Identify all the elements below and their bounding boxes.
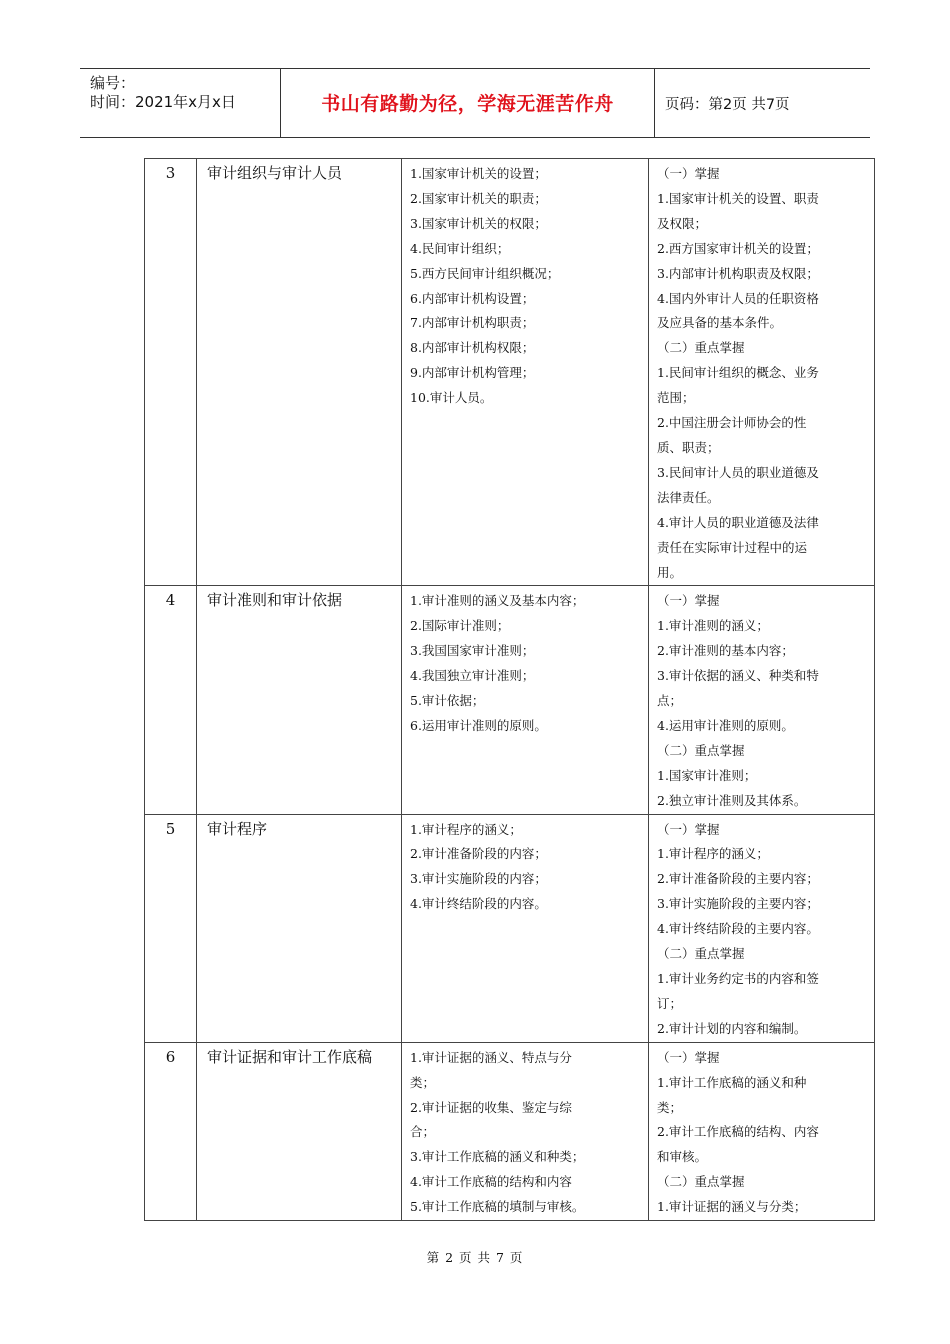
content-item: 2.审计准备阶段的内容； <box>410 846 547 862</box>
page-header <box>80 68 870 138</box>
header-page-cell <box>655 69 870 137</box>
requirement-item: （一）掌握 <box>657 166 720 181</box>
row-number: 5 <box>145 814 197 1042</box>
content-item: 7.内部审计机构职责； <box>410 315 535 331</box>
content-items-cell <box>402 159 649 586</box>
row-number: 4 <box>145 586 197 814</box>
requirement-item: 1.审计业务约定书的内容和签 <box>657 971 819 986</box>
content-item: 1.审计准则的涵义及基本内容； <box>410 593 585 609</box>
requirement-item: 和审核。 <box>657 1149 708 1165</box>
chapter-title: 审计组织与审计人员 <box>197 159 402 586</box>
requirements-cell <box>649 814 875 1042</box>
requirement-item: 2.审计准备阶段的主要内容； <box>657 871 819 887</box>
page-code-text: 页码：第2页 共7页 <box>665 97 790 113</box>
content-item: 6.运用审计准则的原则。 <box>410 717 547 733</box>
requirement-item: 2.独立审计准则及其体系。 <box>657 792 807 808</box>
requirement-item: 1.国家审计机关的设置、职责 <box>657 190 819 206</box>
requirement-item: 1.审计工作底稿的涵义和种 <box>657 1074 807 1090</box>
requirement-item: 2.审计计划的内容和编制。 <box>657 1020 807 1036</box>
table-row <box>145 586 875 814</box>
requirement-item: 责任在实际审计过程中的运 <box>657 539 808 555</box>
requirement-item: 质、职责； <box>657 439 720 455</box>
content-item: 2.国际审计准则； <box>410 618 510 634</box>
table-row <box>145 814 875 1042</box>
requirement-item: （一）掌握 <box>657 1049 720 1065</box>
row-number: 3 <box>145 159 197 586</box>
requirement-item: 2.审计工作底稿的结构、内容 <box>657 1124 819 1140</box>
content-item: 8.内部审计机构权限； <box>410 340 535 356</box>
content-item: 6.内部审计机构设置； <box>410 290 535 306</box>
content-item: 10.审计人员。 <box>410 390 493 406</box>
requirement-item: 3.民间审计人员的职业道德及 <box>657 464 819 480</box>
requirement-item: 1.审计准则的涵义； <box>657 618 769 634</box>
requirement-item: 及权限； <box>657 215 708 231</box>
requirement-item: 2.中国注册会计师协会的性 <box>657 415 807 431</box>
requirement-item: 1.审计程序的涵义； <box>657 846 769 862</box>
chapter-title: 审计准则和审计依据 <box>197 586 402 814</box>
requirements-cell <box>649 586 875 814</box>
row-number: 6 <box>145 1042 197 1220</box>
requirement-item: 法律责任。 <box>657 489 720 505</box>
document-date-label: 时间：2021年x月x日 <box>90 93 236 111</box>
content-item: 3.国家审计机关的权限； <box>410 215 547 231</box>
requirement-item: 3.审计依据的涵义、种类和特 <box>657 668 819 684</box>
requirement-item: 用。 <box>657 564 683 580</box>
chapter-title: 审计证据和审计工作底稿 <box>197 1042 402 1220</box>
requirement-item: 1.国家审计准则； <box>657 767 757 783</box>
table-row <box>145 159 875 586</box>
content-item: 4.民间审计组织； <box>410 240 510 256</box>
requirements-cell <box>649 159 875 586</box>
table-row <box>145 1042 875 1220</box>
content-item: 5.审计依据； <box>410 693 485 709</box>
requirement-item: 2.审计准则的基本内容； <box>657 643 794 659</box>
document-number-label: 编号： <box>90 74 136 92</box>
content-item: 3.审计实施阶段的内容； <box>410 871 547 887</box>
requirement-item: （一）掌握 <box>657 821 720 837</box>
content-item: 5.审计工作底稿的填制与审核。 <box>410 1199 585 1215</box>
content-item: 类； <box>410 1074 436 1090</box>
requirement-item: 3.内部审计机构职责及权限； <box>657 265 819 281</box>
requirements-cell <box>649 1042 875 1220</box>
page-footer: 第 2 页 共 7 页 <box>426 1250 524 1265</box>
requirement-item: 3.审计实施阶段的主要内容； <box>657 896 819 912</box>
requirement-item: 订； <box>657 995 683 1011</box>
chapter-title: 审计程序 <box>197 814 402 1042</box>
motto-text: 书山有路勤为径，学海无涯苦作舟 <box>321 93 614 115</box>
requirement-item: （一）掌握 <box>657 593 720 609</box>
content-item: 2.国家审计机关的职责； <box>410 190 547 206</box>
content-items-cell <box>402 1042 649 1220</box>
requirement-item: （二）重点掌握 <box>657 340 745 356</box>
requirement-item: 1.民间审计组织的概念、业务 <box>657 365 819 381</box>
content-items-cell <box>402 814 649 1042</box>
requirement-item: 4.国内外审计人员的任职资格 <box>657 290 819 306</box>
content-item: 4.审计终结阶段的内容。 <box>410 896 547 912</box>
content-items-cell <box>402 586 649 814</box>
requirement-item: 4.审计终结阶段的主要内容。 <box>657 921 819 937</box>
requirement-item: 4.运用审计准则的原则。 <box>657 717 794 733</box>
content-item: 1.审计程序的涵义； <box>410 821 522 837</box>
content-item: 5.西方民间审计组织概况； <box>410 265 560 281</box>
requirement-item: （二）重点掌握 <box>657 1174 745 1190</box>
requirement-item: （二）重点掌握 <box>657 946 745 962</box>
content-item: 合； <box>410 1124 436 1140</box>
content-item: 9.内部审计机构管理； <box>410 365 535 381</box>
header-motto-cell <box>281 69 655 137</box>
requirement-item: 点； <box>657 693 683 709</box>
requirement-item: 4.审计人员的职业道德及法律 <box>657 514 819 530</box>
syllabus-table <box>144 158 875 1221</box>
requirement-item: 及应具备的基本条件。 <box>657 315 783 331</box>
content-item: 1.国家审计机关的设置； <box>410 166 547 181</box>
content-item: 2.审计证据的收集、鉴定与综 <box>410 1099 572 1115</box>
requirement-item: （二）重点掌握 <box>657 742 745 758</box>
requirement-item: 2.西方国家审计机关的设置； <box>657 240 819 256</box>
requirement-item: 类； <box>657 1099 683 1115</box>
content-item: 4.我国独立审计准则； <box>410 668 535 684</box>
requirement-item: 1.审计证据的涵义与分类； <box>657 1199 807 1215</box>
content-item: 3.审计工作底稿的涵义和种类； <box>410 1149 585 1165</box>
requirement-item: 范围； <box>657 390 695 406</box>
header-meta <box>80 69 281 137</box>
content-item: 4.审计工作底稿的结构和内容 <box>410 1174 572 1190</box>
content-item: 3.我国国家审计准则； <box>410 643 535 659</box>
content-item: 1.审计证据的涵义、特点与分 <box>410 1049 572 1065</box>
